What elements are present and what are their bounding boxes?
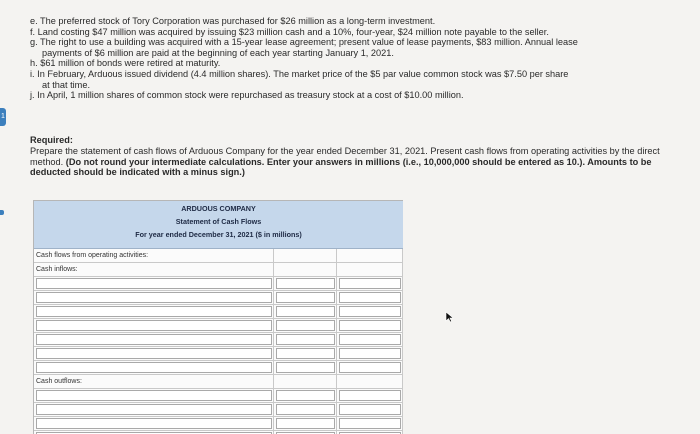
side-indicator: [0, 210, 4, 215]
table-cell: [274, 403, 337, 417]
table-row: [34, 361, 403, 375]
transaction-i: i. In February, Arduous issued dividend (4.4 million shares). The market price of the $5 par value common stock was $7.50 per share at that time.: [30, 68, 569, 90]
amount-input[interactable]: [276, 348, 335, 359]
table-cell: [274, 249, 337, 263]
table-cell: [34, 375, 274, 389]
amount-input[interactable]: [276, 292, 335, 303]
table-cell: [337, 417, 403, 431]
table-cell: [337, 361, 403, 375]
line-item-input[interactable]: [36, 390, 272, 401]
table-cell: [34, 305, 274, 319]
table-cell: [274, 361, 337, 375]
amount-input[interactable]: [339, 292, 401, 303]
table-cell: [337, 263, 403, 277]
table-row: [34, 375, 403, 389]
table-cell: [274, 389, 337, 403]
table-cell: [337, 305, 403, 319]
table-cell: [274, 305, 337, 319]
table-row: [34, 319, 403, 333]
table-cell: [34, 347, 274, 361]
mouse-cursor-icon: [445, 311, 455, 323]
table-cell: [34, 361, 274, 375]
amount-input[interactable]: [276, 278, 335, 289]
table-row: [34, 333, 403, 347]
table-cell: [337, 291, 403, 305]
table-cell: [337, 333, 403, 347]
table-row: [34, 291, 403, 305]
table-cell: [337, 319, 403, 333]
amount-input[interactable]: [276, 306, 335, 317]
table-cell: [274, 417, 337, 431]
transaction-j: j. In April, 1 million shares of common stock were repurchased as treasury stock at a cost of $10.00 million.: [30, 90, 464, 101]
table-row: [34, 263, 403, 277]
line-item-input[interactable]: [36, 334, 272, 345]
cash-inflows-label: Cash inflows:: [36, 266, 78, 273]
table-row: [34, 417, 403, 431]
line-item-input[interactable]: [36, 306, 272, 317]
table-cell: [274, 347, 337, 361]
line-item-input[interactable]: [36, 404, 272, 415]
table-row: [34, 249, 403, 263]
table-cell: [34, 403, 274, 417]
table-cell: [274, 319, 337, 333]
table-cell: [34, 389, 274, 403]
amount-input[interactable]: [276, 362, 335, 373]
amount-input[interactable]: [339, 348, 401, 359]
amount-input[interactable]: [276, 334, 335, 345]
required-note: (Do not round your intermediate calculations. Enter your answers in millions (i.e., 10,000,000 should be entered as 10.). Amounts to be deducted should be indicated with a minus sign.): [30, 156, 652, 178]
line-item-input[interactable]: [36, 418, 272, 429]
line-item-input[interactable]: [36, 278, 272, 289]
amount-input[interactable]: [339, 334, 401, 345]
required-heading: Required:: [30, 135, 73, 145]
table-cell: [337, 347, 403, 361]
transaction-list: [30, 16, 670, 101]
table-cell: [34, 249, 274, 263]
line-item-input[interactable]: [36, 362, 272, 373]
required-text: Prepare the statement of cash flows of Arduous Company for the year ended December 31, 2021. Present cash flows from operating activities by the direct method.: [30, 145, 660, 167]
amount-input[interactable]: [276, 418, 335, 429]
transaction-g: g. The right to use a building was acquired with a 15-year lease agreement; present value of lease payments, $83 million. Annual lease payments of $6 million are paid at the beginning of each year starting January 1, 2021.: [30, 37, 578, 58]
amount-input[interactable]: [339, 362, 401, 373]
cash-outflows-label: Cash outflows:: [36, 378, 82, 385]
table-cell: [34, 277, 274, 291]
table-cell: [34, 417, 274, 431]
table-row: [34, 305, 403, 319]
line-item-input[interactable]: [36, 320, 272, 331]
table-row: [34, 403, 403, 417]
amount-input[interactable]: [339, 390, 401, 401]
table-cell: [274, 375, 337, 389]
amount-input[interactable]: [339, 418, 401, 429]
table-cell: [274, 277, 337, 291]
transaction-e: e. The preferred stock of Tory Corporation was purchased for $26 million as a long-term investment.: [30, 16, 436, 26]
table-row: [34, 389, 403, 403]
transaction-h: h. $61 million of bonds were retired at maturity.: [30, 58, 221, 69]
amount-input[interactable]: [276, 404, 335, 415]
table-cell: [34, 319, 274, 333]
table-cell: [337, 249, 403, 263]
table-cell: [337, 277, 403, 291]
amount-input[interactable]: [339, 320, 401, 331]
operating-activities-label: Cash flows from operating activities:: [36, 252, 149, 259]
statement-period: For year ended December 31, 2021 ($ in millions): [135, 230, 302, 239]
required-instructions: [30, 135, 670, 178]
table-cell: [34, 291, 274, 305]
statement-header: [34, 201, 403, 249]
table-cell: [337, 375, 403, 389]
side-marker: 1: [0, 108, 6, 126]
amount-input[interactable]: [339, 278, 401, 289]
transaction-f: f. Land costing $47 million was acquired by issuing $23 million cash and a 10%, four-year, $24 million note payable to the seller.: [30, 26, 549, 37]
company-name: ARDUOUS COMPANY: [181, 204, 256, 213]
table-cell: [34, 333, 274, 347]
table-cell: [274, 333, 337, 347]
line-item-input[interactable]: [36, 348, 272, 359]
table-row: [34, 347, 403, 361]
amount-input[interactable]: [276, 390, 335, 401]
table-cell: [34, 263, 274, 277]
amount-input[interactable]: [339, 404, 401, 415]
table-cell: [274, 263, 337, 277]
line-item-input[interactable]: [36, 292, 272, 303]
table-cell: [337, 389, 403, 403]
cash-flow-statement-table: [33, 200, 403, 434]
table-cell: [274, 291, 337, 305]
amount-input[interactable]: [276, 320, 335, 331]
amount-input[interactable]: [339, 306, 401, 317]
statement-title: Statement of Cash Flows: [175, 217, 262, 226]
table-cell: [337, 403, 403, 417]
table-row: [34, 277, 403, 291]
